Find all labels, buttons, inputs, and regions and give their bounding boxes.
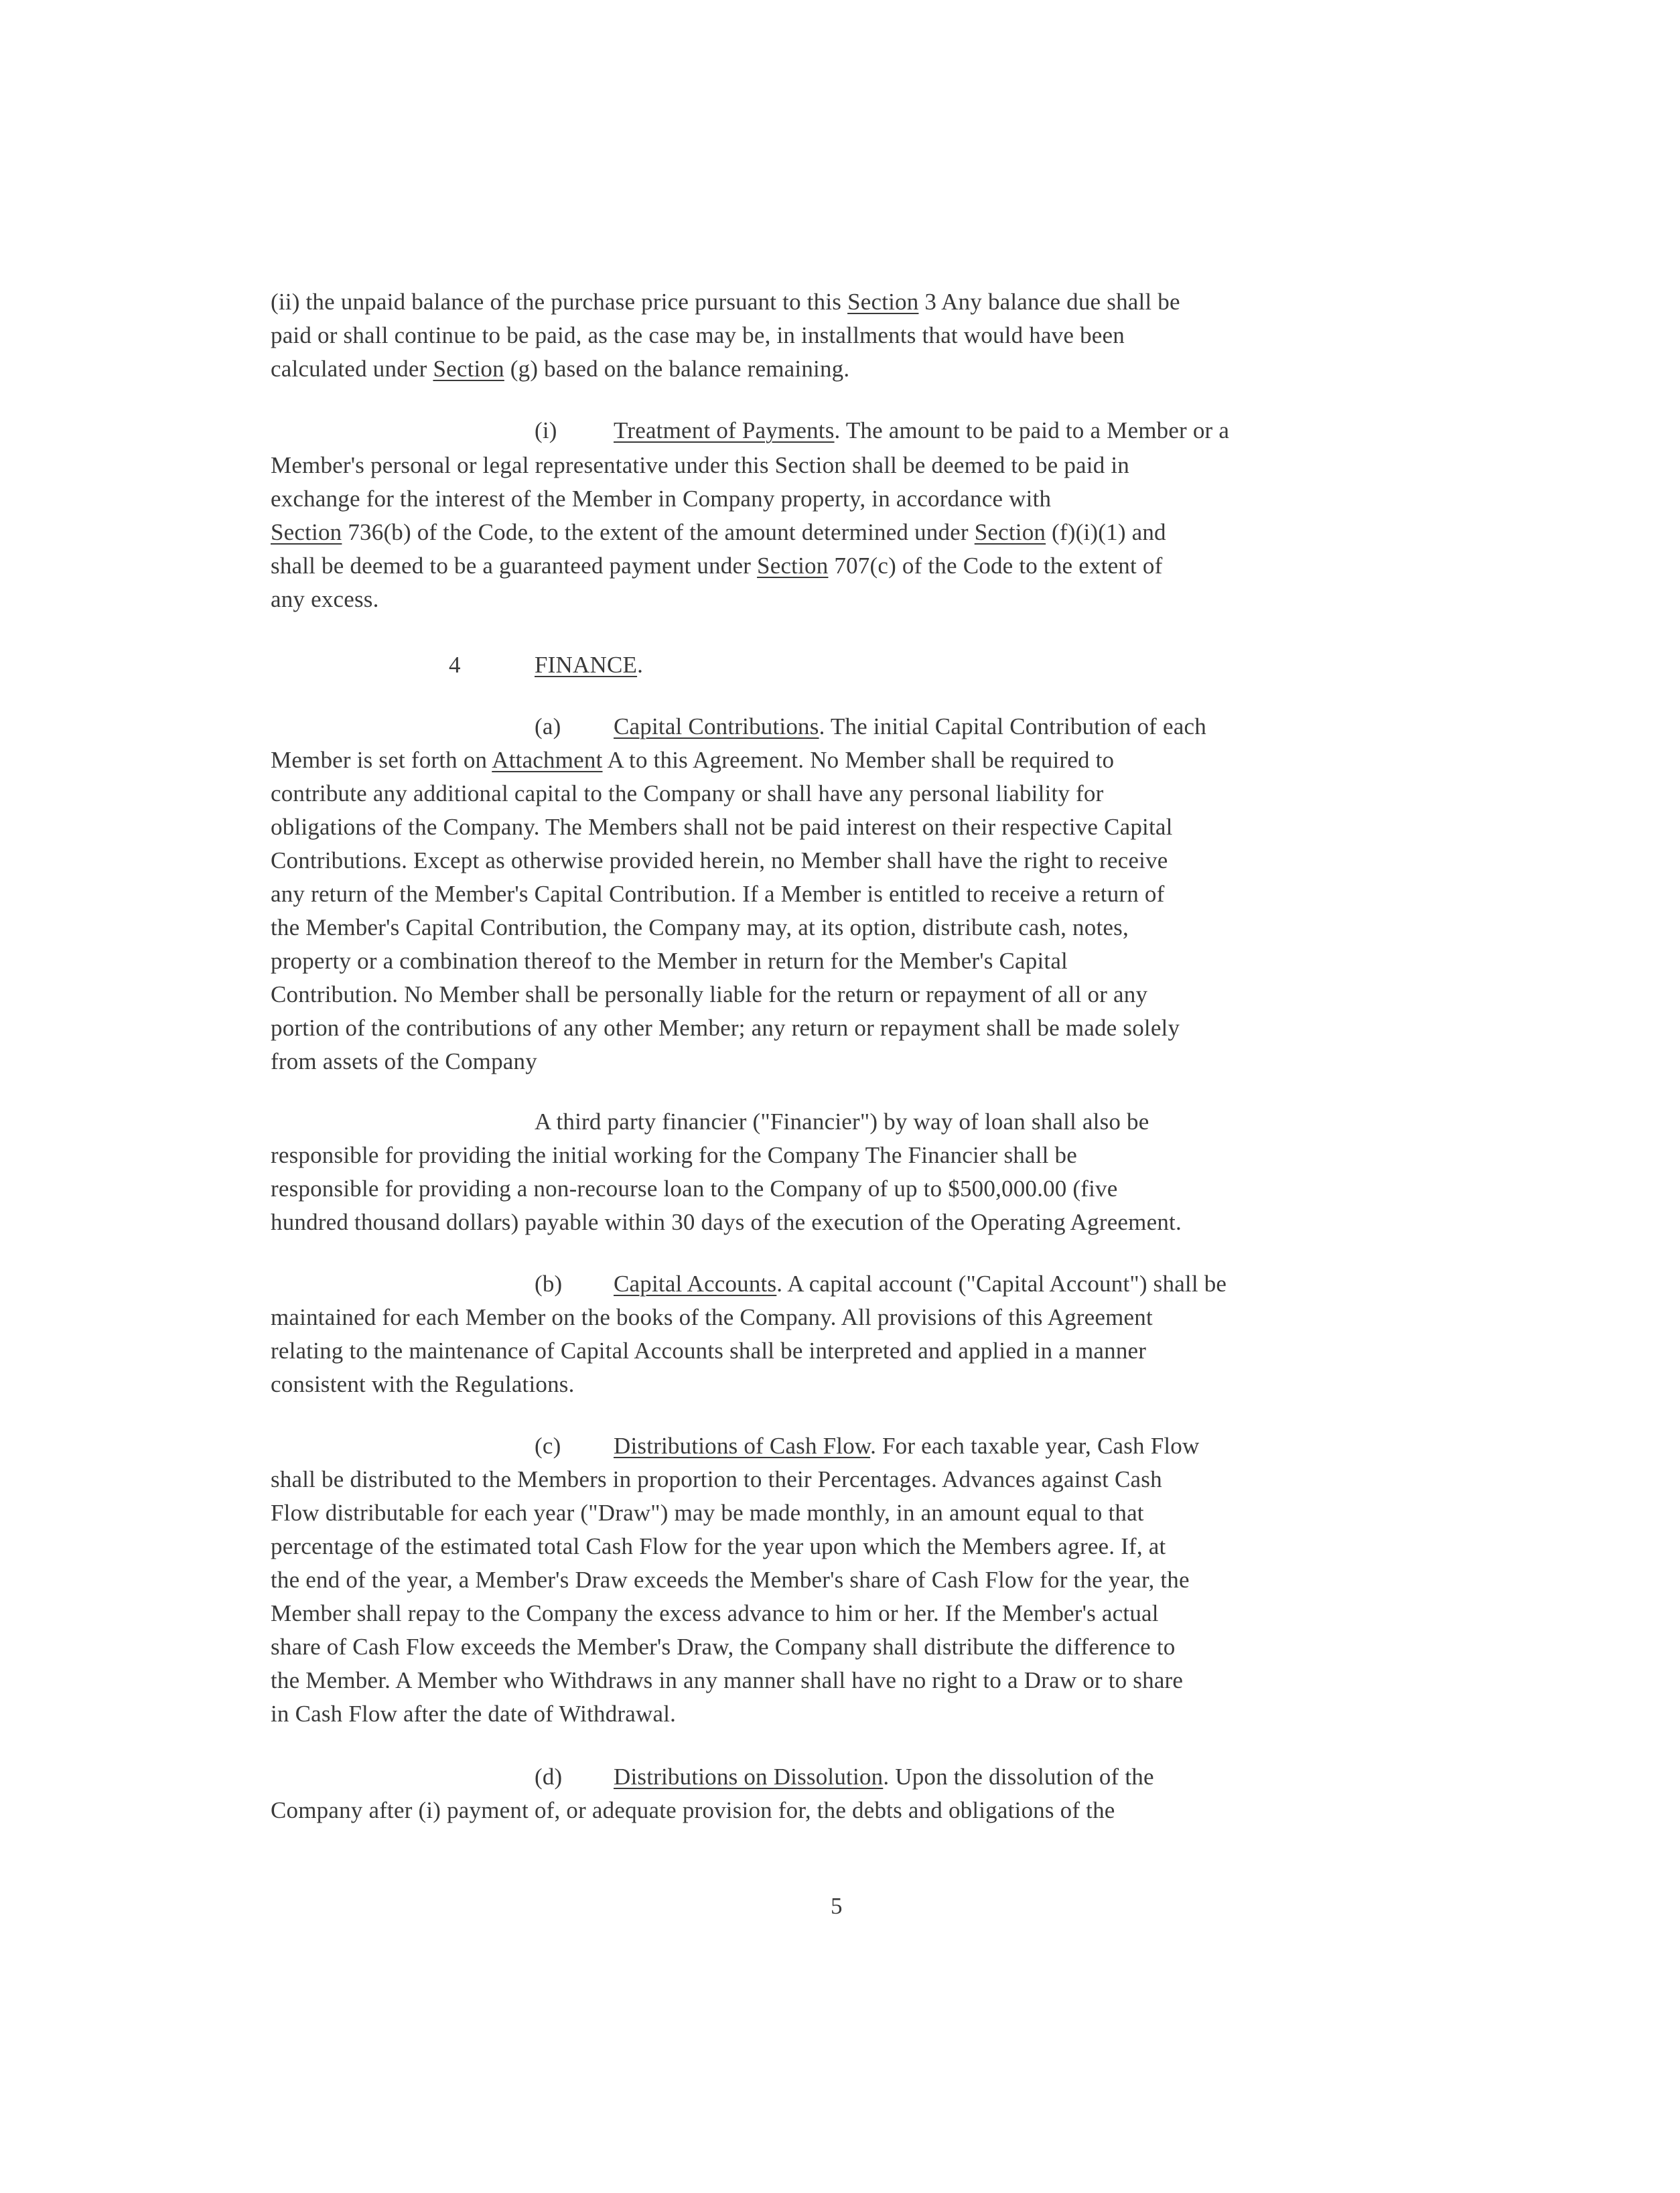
capital-contributions-line-1 <box>535 711 1206 742</box>
underlined-term: Section <box>974 519 1046 545</box>
treatment-line-3 <box>271 484 1051 514</box>
treatment-line-6 <box>271 584 379 615</box>
line-text: responsible for providing the initial working for the Company The Financier shall be <box>271 1142 1077 1168</box>
line-text: the end of the year, a Member's Draw exceeds the Member's share of Cash Flow for the year, the <box>271 1567 1190 1593</box>
treatment-marker: (i) <box>535 417 557 443</box>
line-text: Member's personal or legal representative under this Section shall be deemed to be paid in <box>271 452 1129 478</box>
line-text: the Member. A Member who Withdraws in any manner shall have no right to a Draw or to share <box>271 1667 1184 1693</box>
line-text: maintained for each Member on the books of the Company. All provisions of this Agreement <box>271 1304 1153 1330</box>
line-text: 3 Any balance due shall be <box>918 289 1180 315</box>
line-text: 736(b) of the Code, to the extent of the amount determined under <box>342 519 975 545</box>
distributions-dissolution-line-1-rest: . Upon the dissolution of the <box>883 1764 1154 1790</box>
distributions-cash-flow-line-3 <box>271 1498 1144 1529</box>
line-text: relating to the maintenance of Capital Accounts shall be interpreted and applied in a manner <box>271 1338 1147 1364</box>
distributions-cash-flow-title: Distributions of Cash Flow <box>614 1433 871 1459</box>
line-text: (ii) the unpaid balance of the purchase price pursuant to this <box>271 289 848 315</box>
capital-contributions-line-9 <box>271 979 1147 1010</box>
capital-contributions-line-10 <box>271 1013 1180 1044</box>
finance-heading <box>535 650 643 681</box>
line-text: Flow distributable for each year ("Draw") may be made monthly, in an amount equal to that <box>271 1500 1144 1526</box>
underlined-term: Section <box>271 519 342 545</box>
line-text: shall be distributed to the Members in proportion to their Percentages. Advances against Cash <box>271 1466 1162 1492</box>
line-text: in Cash Flow after the date of Withdrawal. <box>271 1701 677 1727</box>
treatment-line-1-rest: . The amount to be paid to a Member or a <box>834 417 1230 443</box>
line-text: paid or shall continue to be paid, as the case may be, in installments that would have been <box>271 322 1125 348</box>
capital-accounts-line-2 <box>271 1302 1153 1333</box>
capital-contributions-line-3 <box>271 778 1103 809</box>
line-text: any excess. <box>271 586 379 612</box>
line-text: from assets of the Company <box>271 1048 537 1074</box>
carryover-line-1 <box>271 287 1180 317</box>
line-text: Contribution. No Member shall be personally liable for the return or repayment of all or any <box>271 981 1148 1007</box>
finance-heading-punct: . <box>637 652 644 678</box>
financier-line-4 <box>271 1207 1182 1238</box>
carryover-line-2 <box>271 320 1125 351</box>
capital-contributions-line-7 <box>271 912 1129 943</box>
line-text: 707(c) of the Code to the extent of <box>828 553 1163 579</box>
line-text: exchange for the interest of the Member in Company property, in accordance with <box>271 486 1052 512</box>
line-text: portion of the contributions of any other Member; any return or repayment shall be made solely <box>271 1015 1180 1041</box>
capital-contributions-title: Capital Contributions <box>614 713 819 739</box>
line-text: property or a combination thereof to the Member in return for the Member's Capital <box>271 948 1068 974</box>
capital-contributions-line-4 <box>271 812 1173 843</box>
distributions-dissolution-line-1 <box>535 1762 1154 1792</box>
treatment-line-2 <box>271 450 1129 481</box>
capital-accounts-line-4 <box>271 1369 575 1400</box>
capital-accounts-marker: (b) <box>535 1271 563 1297</box>
line-text: contribute any additional capital to the Company or shall have any personal liability for <box>271 780 1104 806</box>
line-text: Member is set forth on <box>271 747 492 773</box>
underlined-term: Section <box>757 553 829 579</box>
line-text: A to this Agreement. No Member shall be required to <box>602 747 1115 773</box>
treatment-line-1 <box>535 415 1229 446</box>
line-text: (f)(i)(1) and <box>1046 519 1166 545</box>
line-text: obligations of the Company. The Members shall not be paid interest on their respective Capital <box>271 814 1173 840</box>
capital-contributions-line-1-rest: . The initial Capital Contribution of each <box>819 713 1206 739</box>
financier-line-1 <box>535 1107 1149 1137</box>
distributions-cash-flow-line-2 <box>271 1464 1162 1495</box>
line-text: (g) based on the balance remaining. <box>504 356 850 382</box>
distributions-dissolution-marker: (d) <box>535 1764 563 1790</box>
treatment-line-4 <box>271 517 1166 548</box>
line-text: hundred thousand dollars) payable within 30 days of the execution of the Operating Agreement. <box>271 1209 1182 1235</box>
line-text: the Member's Capital Contribution, the Company may, at its option, distribute cash, notes, <box>271 914 1129 940</box>
treatment-line-5 <box>271 551 1162 581</box>
treatment-title: Treatment of Payments <box>614 417 835 443</box>
distributions-cash-flow-line-9 <box>271 1699 676 1729</box>
distributions-cash-flow-line-4 <box>271 1531 1166 1562</box>
line-text: responsible for providing a non-recourse loan to the Company of up to $500,000.00 (five <box>271 1176 1118 1202</box>
distributions-cash-flow-line-5 <box>271 1565 1190 1596</box>
distributions-cash-flow-line-1-rest: . For each taxable year, Cash Flow <box>870 1433 1200 1459</box>
underlined-term: Section <box>847 289 919 315</box>
line-text: any return of the Member's Capital Contribution. If a Member is entitled to receive a return of <box>271 881 1165 907</box>
capital-contributions-line-6 <box>271 879 1164 910</box>
capital-accounts-line-3 <box>271 1336 1146 1366</box>
distributions-cash-flow-line-7 <box>271 1632 1175 1663</box>
capital-accounts-line-1 <box>535 1269 1227 1299</box>
finance-heading-number: 4 <box>449 652 461 678</box>
distributions-cash-flow-line-1 <box>535 1431 1199 1462</box>
line-text: A third party financier ("Financier") by way of loan shall also be <box>535 1109 1149 1135</box>
capital-accounts-title: Capital Accounts <box>614 1271 777 1297</box>
line-text: Contributions. Except as otherwise provided herein, no Member shall have the right to receive <box>271 847 1168 873</box>
page-number: 5 <box>831 1893 843 1919</box>
line-text: percentage of the estimated total Cash Flow for the year upon which the Members agree. If, at <box>271 1533 1166 1559</box>
distributions-dissolution-line-2 <box>271 1795 1115 1826</box>
financier-line-3 <box>271 1174 1118 1204</box>
line-text: consistent with the Regulations. <box>271 1371 575 1397</box>
distributions-dissolution-title: Distributions on Dissolution <box>614 1764 884 1790</box>
line-text: Member shall repay to the Company the excess advance to him or her. If the Member's actual <box>271 1600 1159 1626</box>
distributions-cash-flow-line-6 <box>271 1598 1159 1629</box>
underlined-term: Section <box>433 356 504 382</box>
capital-contributions-line-5 <box>271 845 1168 876</box>
capital-contributions-marker: (a) <box>535 713 561 739</box>
distributions-cash-flow-line-8 <box>271 1665 1183 1696</box>
line-text: calculated under <box>271 356 433 382</box>
finance-heading-title: FINANCE <box>535 652 638 678</box>
financier-line-2 <box>271 1140 1077 1171</box>
distributions-cash-flow-marker: (c) <box>535 1433 561 1459</box>
line-text: share of Cash Flow exceeds the Member's Draw, the Company shall distribute the difference to <box>271 1634 1176 1660</box>
capital-contributions-line-8 <box>271 946 1068 977</box>
capital-accounts-line-1-rest: . A capital account ("Capital Account") shall be <box>776 1271 1227 1297</box>
underlined-term: Attachment <box>492 747 603 773</box>
line-text: Company after (i) payment of, or adequate provision for, the debts and obligations of the <box>271 1797 1115 1823</box>
capital-contributions-line-11 <box>271 1046 537 1077</box>
carryover-line-3 <box>271 354 849 384</box>
line-text: shall be deemed to be a guaranteed payment under <box>271 553 758 579</box>
capital-contributions-line-2 <box>271 745 1114 776</box>
